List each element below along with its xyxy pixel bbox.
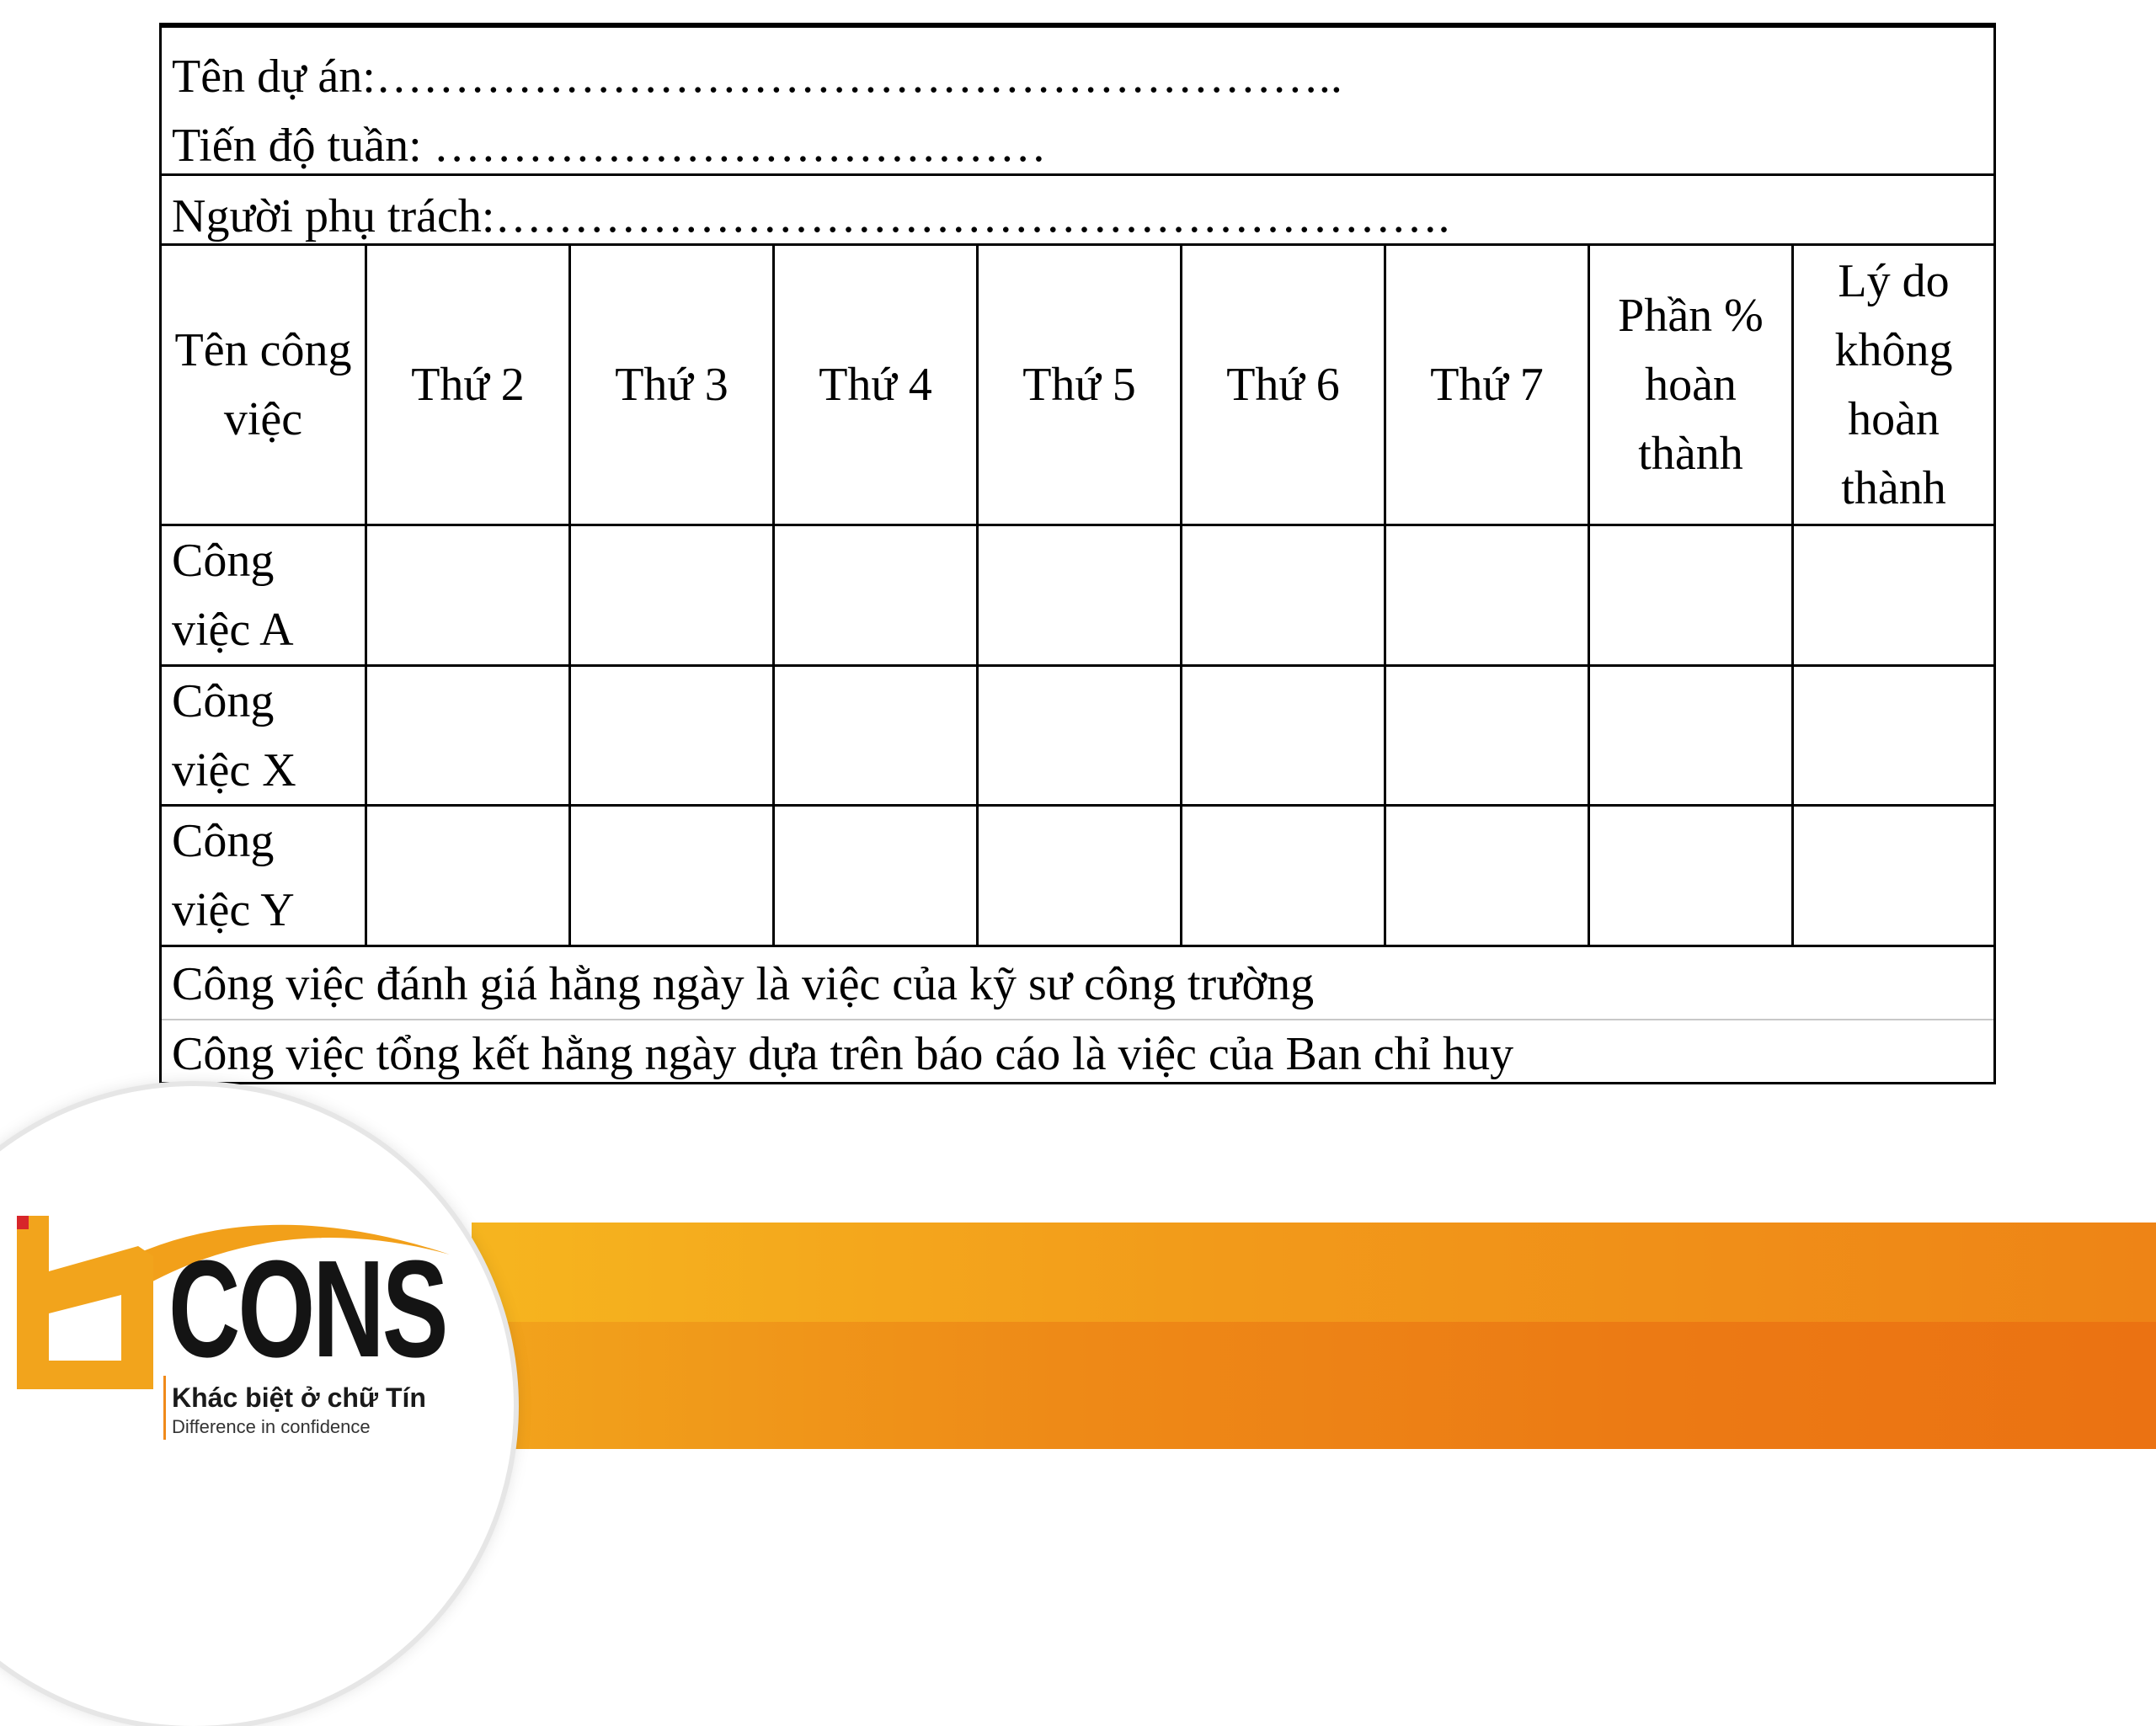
header-percent-complete: Phần % hoàn thành	[1618, 290, 1764, 480]
header-thursday: Thứ 5	[1022, 359, 1136, 411]
brand-subtagline: Difference in confidence	[172, 1416, 371, 1437]
header-friday: Thứ 6	[1226, 359, 1340, 411]
header-monday: Thứ 2	[411, 359, 525, 411]
header-task-name: Tên công việc	[174, 324, 352, 445]
divider	[162, 173, 1993, 176]
header-reason-incomplete: Lý do không hoàn thành	[1834, 255, 1953, 514]
table-row-label: Công việc Y	[172, 815, 295, 936]
header-tuesday: Thứ 3	[615, 359, 728, 411]
note-daily-summary: Công việc tổng kết hằng ngày dựa trên báo cáo là việc của Ban chỉ huy	[172, 1028, 1514, 1080]
project-name-line: Tên dự án:……………………………………………………..	[172, 51, 1342, 103]
table-row-label: Công việc A	[172, 535, 294, 656]
divider	[162, 804, 1993, 807]
divider	[162, 1019, 1993, 1020]
header-wednesday: Thứ 4	[819, 359, 932, 411]
table-row-label: Công việc X	[172, 674, 296, 796]
tagline-divider	[163, 1376, 166, 1440]
brand-wordmark: CONS	[168, 1232, 446, 1386]
orange-banner-highlight	[472, 1223, 2156, 1322]
divider	[162, 945, 1993, 947]
note-daily-evaluation: Công việc đánh giá hằng ngày là việc của kỹ sư công trường	[172, 958, 1315, 1010]
weekly-progress-line: Tiến độ tuần: …………………………………	[172, 120, 1047, 172]
brand-tagline: Khác biệt ở chữ Tín	[172, 1382, 426, 1413]
divider	[162, 524, 1993, 526]
person-in-charge-line: Người phụ trách:…………………………………………………….	[172, 190, 1450, 242]
divider	[162, 664, 1993, 667]
weekly-progress-form	[159, 23, 1996, 1084]
header-saturday: Thứ 7	[1430, 359, 1544, 411]
